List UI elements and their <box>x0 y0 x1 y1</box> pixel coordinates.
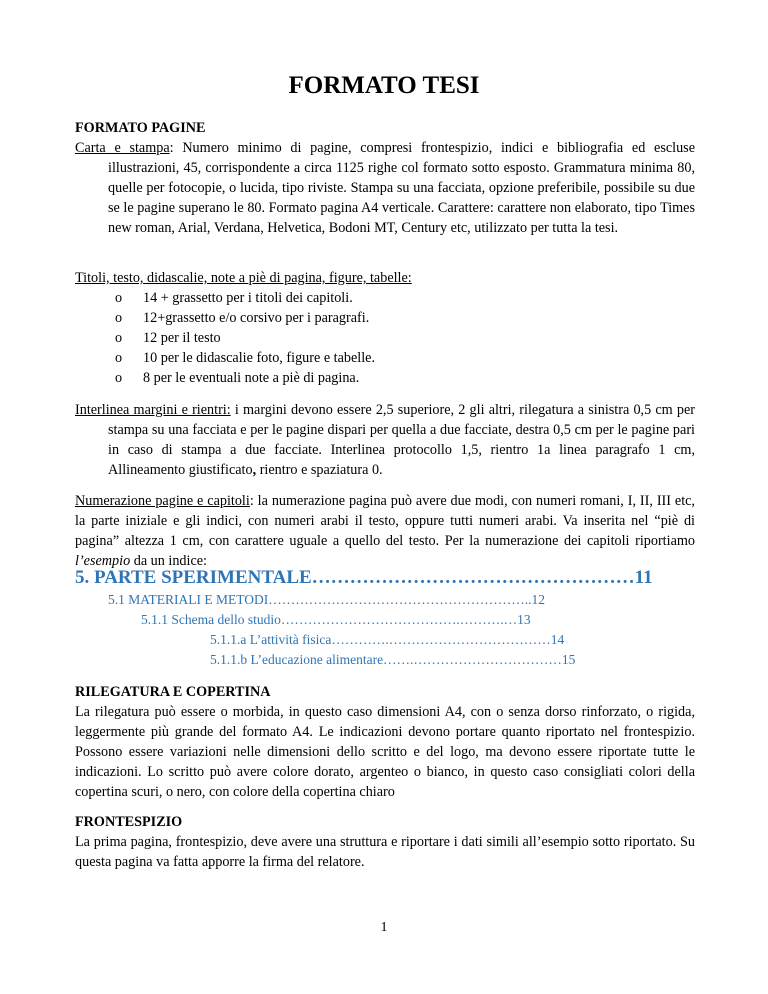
list-item-text: 10 per le didascalie foto, figure e tabelle. <box>143 350 376 366</box>
list-item <box>75 328 695 348</box>
toc-entry: 5.1.1.b L’educazione alimentare…….……………………………15 <box>210 652 576 667</box>
label-carta-e-stampa: Carta e stampa <box>75 140 170 156</box>
section-frontespizio <box>75 812 695 872</box>
toc-entry: 5.1.1 Schema dello studio………………………………….……….…13 <box>141 612 531 627</box>
list-item <box>75 348 695 368</box>
bullet-icon: o <box>115 310 123 326</box>
list-item-text: 12 per il testo <box>143 330 221 346</box>
toc-main-entry: 5. PARTE SPERIMENTALE……………………………………………11 <box>75 567 653 588</box>
toc-example <box>75 566 695 670</box>
label-numerazione: Numerazione pagine e capitoli <box>75 493 250 509</box>
bullet-icon: o <box>115 350 123 366</box>
document-title: FORMATO TESI <box>288 72 480 99</box>
text-numerazione-end: da un indice: <box>130 553 207 569</box>
text-numerazione: : la numerazione pagina può avere due modi, con numeri romani, I, II, III etc, la parte iniziale e gli indici, con numeri arabi il testo, oppure tutti numeri arabi. Va inserita nel “piè di pagina” altezza 1 cm, con carattere uguale a quello del testo. Per la numerazione dei capitoli riportiamo <box>75 493 695 549</box>
paragraph-interlinea <box>75 400 695 480</box>
heading-frontespizio: FRONTESPIZIO <box>75 814 183 830</box>
page-number: 1 <box>380 920 388 935</box>
list-item <box>75 368 695 388</box>
list-titoli <box>75 288 695 388</box>
section-formato-pagine <box>75 118 695 238</box>
text-carta-e-stampa: : Numero minimo di pagine, compresi frontespizio, indici e bibliografia ed escluse illustrazioni, 45, corrispondente a circa 1125 righe col formato sotto esposto. Grammatura minima 80, quelle per fotocopie, o lucida, tipo riviste. Stampa su una facciata, opzione preferibile, possibile su due se le pagine superano le 80. Formato pagina A4 verticale. Carattere: carattere non elaborato, tipo Times new roman, Arial, Verdana, Helvetica, Bodoni MT, Century etc, utilizzato per tutta la tesi. <box>108 140 695 236</box>
list-item-text: 8 per le eventuali note a piè di pagina. <box>143 370 360 386</box>
paragraph-numerazione <box>75 491 695 571</box>
text-interlinea: i margini devono essere 2,5 superiore, 2 gli altri, rilegatura a sinistra 0,5 cm per stampa su una facciata e per le pagine dispari per quella a due facciate, destra 0,5 cm per le pagine pari in caso di stampa a due facciate. Interlinea protocollo 1,5, rientro 1a linea paragrafo 1 cm, Allineamento giustificato <box>108 402 695 478</box>
heading-formato-pagine: FORMATO PAGINE <box>75 120 206 136</box>
label-titoli-text: Titoli, testo, didascalie, note a piè di pagina, figure, tabelle: <box>75 270 412 286</box>
toc-entry: 5.1 MATERIALI E METODI…………………………………………………..12 <box>108 592 545 607</box>
toc-entry: 5.1.1.a L’attività fisica………….………………………………14 <box>210 632 565 647</box>
bullet-icon: o <box>115 370 123 386</box>
text-interlinea-end: rientro e spaziatura 0. <box>256 462 383 478</box>
label-interlinea: Interlinea margini e rientri: <box>75 402 231 418</box>
list-item <box>75 308 695 328</box>
section-numerazione <box>75 491 695 571</box>
list-item-text: 12+grassetto e/o corsivo per i paragrafi. <box>143 310 370 326</box>
paragraph-rilegatura: La rilegatura può essere o morbida, in questo caso dimensioni A4, con o senza dorso rinforzato, o rigida, leggermente più grande del formato A4. Le indicazioni devono portare quanto riportato nel frontespizio. Possono essere variazioni nelle dimensioni dello scritto e del logo, ma devono essere riportate tutte le indicazioni. Lo scritto può avere colore dorato, argenteo o bianco, in questo caso consigliati colori della copertina scuri, o nero, con colore della copertina chiaro <box>75 704 695 800</box>
section-titoli <box>75 268 695 388</box>
heading-rilegatura: RILEGATURA E COPERTINA <box>75 684 271 700</box>
paragraph-frontespizio: La prima pagina, frontespizio, deve avere una struttura e riportare i dati simili all’esempio sotto riportato. Su questa pagina va fatta apporre la firma del relatore. <box>75 834 695 870</box>
list-item <box>75 288 695 308</box>
bullet-icon: o <box>115 290 123 306</box>
label-titoli <box>75 268 695 288</box>
text-numerazione-italic: l’esempio <box>75 553 131 569</box>
text-interlinea-comma: , <box>252 462 257 478</box>
section-interlinea <box>75 400 695 480</box>
list-item-text: 14 + grassetto per i titoli dei capitoli. <box>143 290 353 306</box>
bullet-icon: o <box>115 330 123 346</box>
paragraph-carta-e-stampa <box>75 138 695 238</box>
section-rilegatura <box>75 682 695 802</box>
